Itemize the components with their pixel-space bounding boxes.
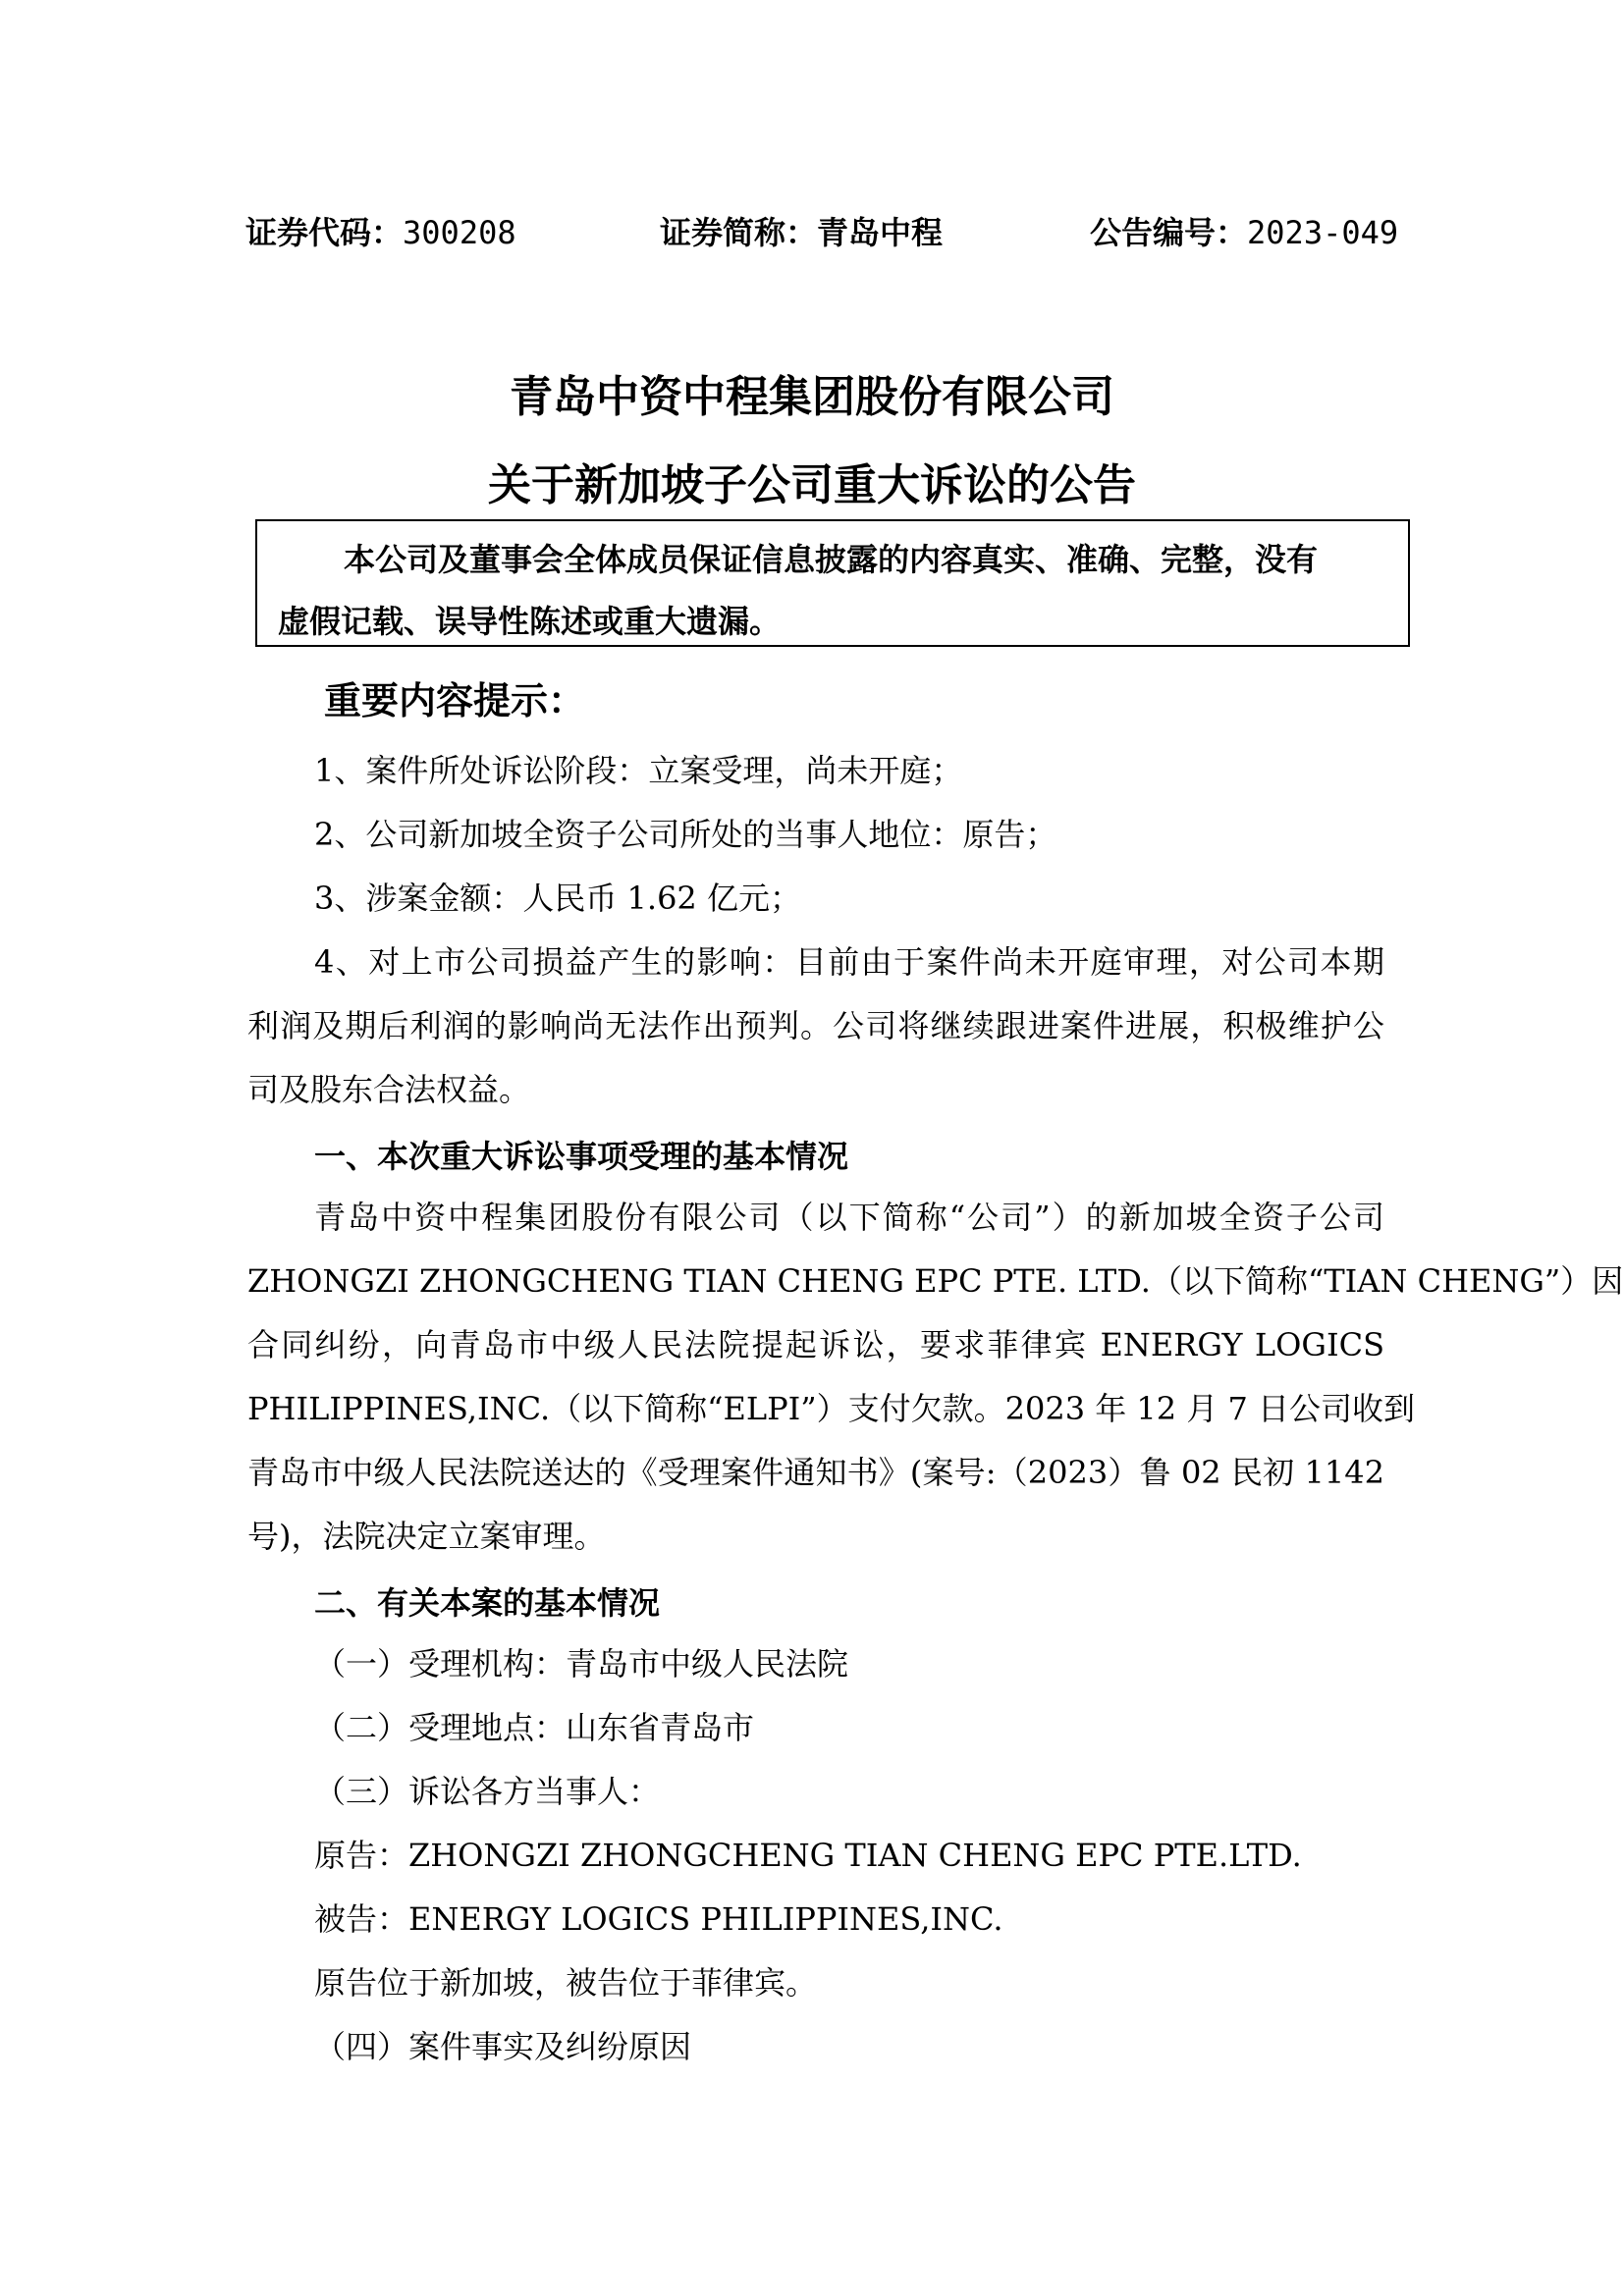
section-1-line-1: 青岛中资中程集团股份有限公司（以下简称“公司”）的新加坡全资子公司: [314, 1199, 1384, 1236]
key-point-4-line-1: 4、对上市公司损益产生的影响：目前由于案件尚未开庭审理，对公司本期: [314, 943, 1384, 981]
key-point-4-line-2: 利润及期后利润的影响尚无法作出预判。公司将继续跟进案件进展，积极维护公: [247, 1007, 1384, 1044]
section-2-defendant: 被告：ENERGY LOGICS PHILIPPINES,INC.: [314, 1900, 1003, 1938]
section-1-line-6: 号)，法院决定立案审理。: [247, 1518, 606, 1555]
section-1-line-2: ZHONGZI ZHONGCHENG TIAN CHENG EPC PTE. LTD.（以下简称“TIAN CHENG”）因: [247, 1262, 1624, 1300]
notice-line-2: 虚假记载、误导性陈述或重大遗漏。: [278, 603, 782, 640]
key-point-3: 3、涉案金额：人民币 1.62 亿元；: [314, 880, 801, 917]
announcement-number: [1090, 208, 1398, 253]
stock-code-label: 证券代码：: [245, 214, 404, 251]
title-company: 青岛中资中程集团股份有限公司: [510, 372, 1114, 422]
stock-short-label: 证券简称：: [660, 214, 818, 251]
key-point-4-line-3: 司及股东合法权益。: [247, 1071, 531, 1108]
announcement-number-label: 公告编号：: [1090, 214, 1248, 251]
key-points-heading: 重要内容提示：: [324, 679, 586, 722]
section-1-line-4: PHILIPPINES,INC.（以下简称“ELPI”）支付欠款。2023 年 12 月 7 日公司收到: [247, 1390, 1416, 1427]
stock-code-value: 300208: [403, 214, 516, 251]
section-1-line-3: 合同纠纷，向青岛市中级人民法院提起诉讼，要求菲律宾 ENERGY LOGICS: [247, 1326, 1384, 1363]
section-2-court: （一）受理机构：青岛市中级人民法院: [314, 1645, 849, 1682]
key-point-1: 1、案件所处诉讼阶段：立案受理，尚未开庭；: [314, 752, 963, 789]
stock-short-name: [660, 208, 943, 253]
section-2-location: （二）受理地点：山东省青岛市: [314, 1709, 755, 1746]
key-point-2: 2、公司新加坡全资子公司所处的当事人地位：原告；: [314, 816, 1057, 853]
notice-line-1: 本公司及董事会全体成员保证信息披露的内容真实、准确、完整，没有: [344, 541, 1319, 578]
section-2-parties: （三）诉讼各方当事人：: [314, 1773, 661, 1810]
section-2-parties-location: 原告位于新加坡，被告位于菲律宾。: [314, 1964, 818, 2002]
section-1-line-5: 青岛市中级人民法院送达的《受理案件通知书》(案号:（2023）鲁 02 民初 1142: [247, 1454, 1384, 1491]
section-2-facts: （四）案件事实及纠纷原因: [314, 2028, 692, 2065]
stock-code: [245, 208, 516, 253]
title-subject: 关于新加坡子公司重大诉讼的公告: [488, 460, 1136, 510]
section-2-heading: 二、有关本案的基本情况: [314, 1584, 661, 1622]
announcement-number-value: 2023-049: [1247, 214, 1399, 251]
stock-short-value: 青岛中程: [817, 214, 944, 251]
section-2-plaintiff: 原告：ZHONGZI ZHONGCHENG TIAN CHENG EPC PTE.LTD.: [314, 1837, 1302, 1874]
section-1-heading: 一、本次重大诉讼事项受理的基本情况: [314, 1138, 849, 1175]
